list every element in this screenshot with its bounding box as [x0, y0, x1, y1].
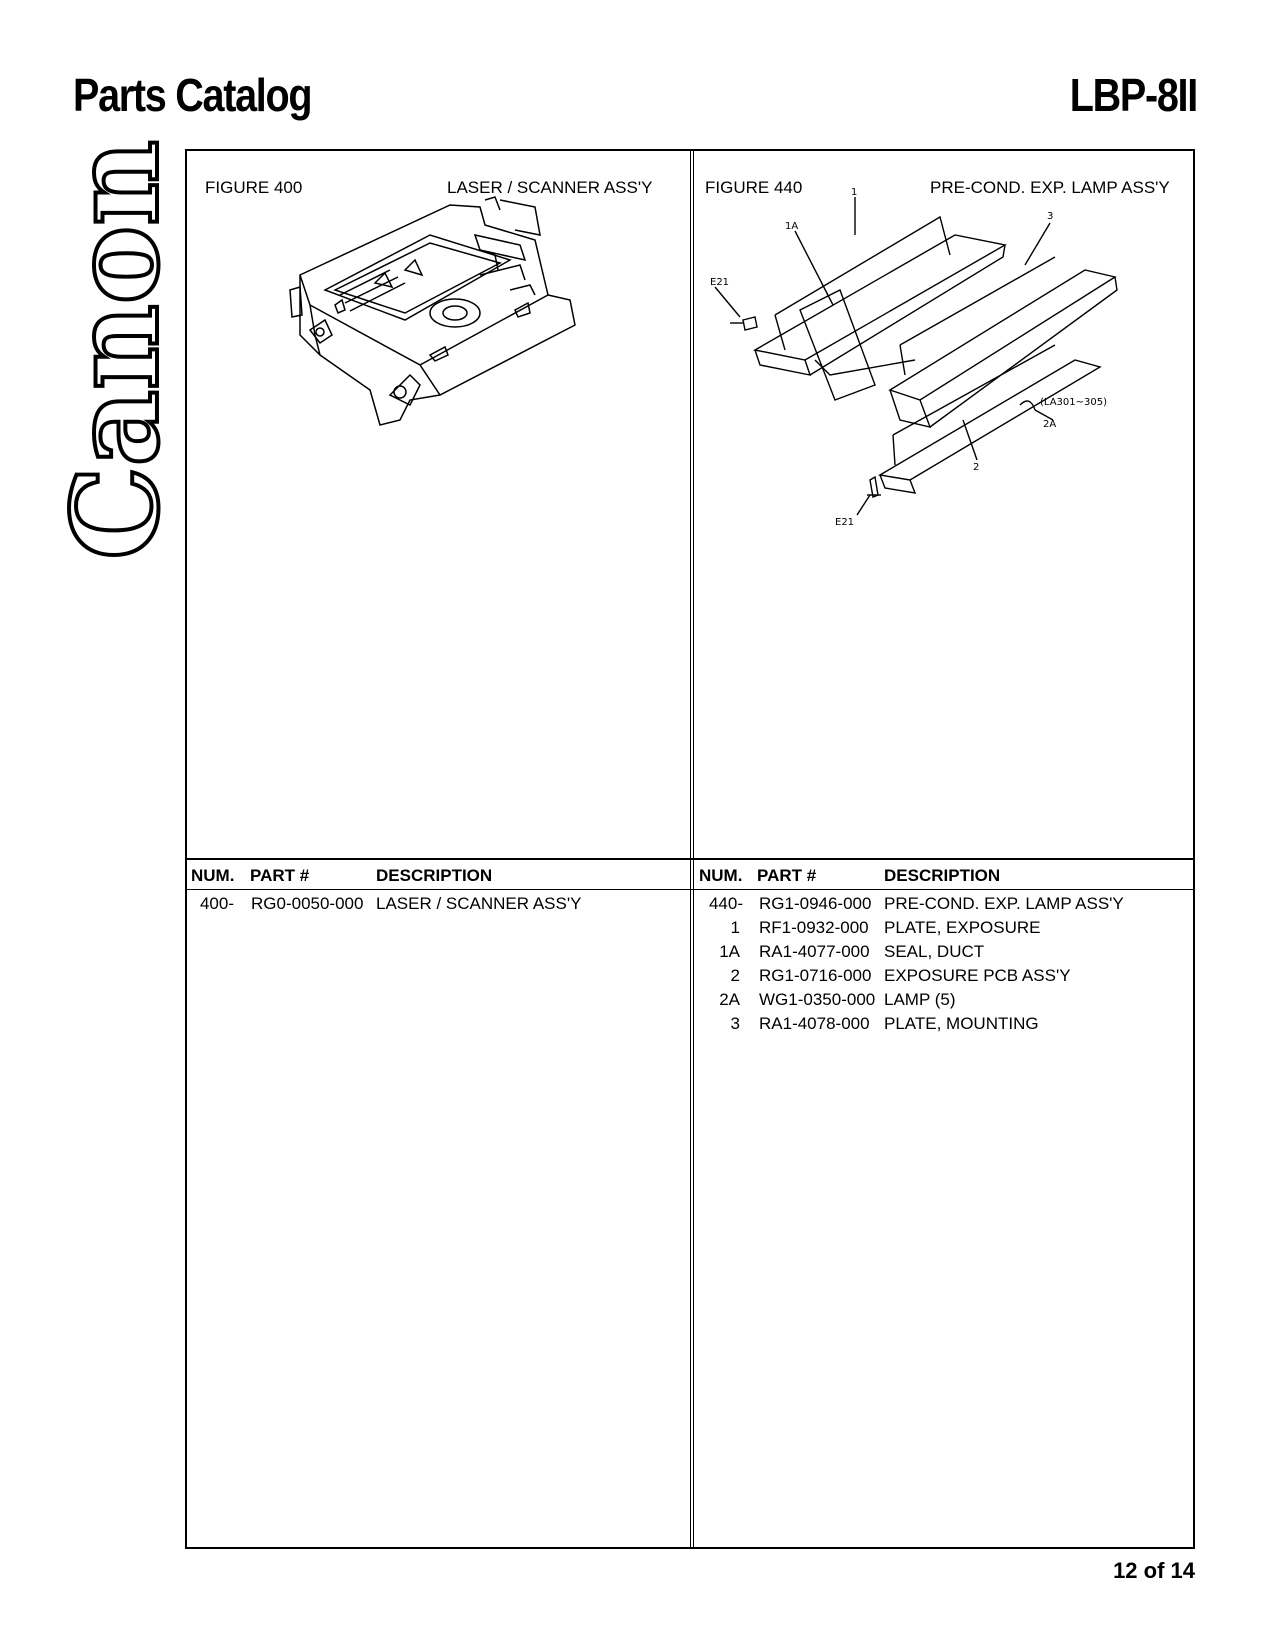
right-col-part-header: PART #: [757, 866, 817, 885]
left-col-num-header: NUM.: [191, 866, 235, 885]
callout-la301: (LA301~305): [1040, 397, 1107, 408]
left-col-part-header: PART #: [250, 866, 310, 885]
row-description: LAMP (5): [884, 990, 956, 1009]
table-top-rule: [185, 858, 1195, 860]
column-divider: [690, 149, 694, 1549]
row-part-number: RA1-4078-000: [759, 1014, 870, 1033]
figure-400-number: FIGURE 400: [205, 178, 303, 197]
row-num: 1: [730, 918, 740, 937]
svg-text:Canon: Canon: [46, 139, 185, 560]
row-description: PRE-COND. EXP. LAMP ASS'Y: [884, 894, 1124, 913]
callout-3: 3: [1047, 211, 1054, 222]
row-part-number: RG0-0050-000: [251, 894, 364, 913]
row-num: 400-: [199, 894, 234, 913]
row-description: LASER / SCANNER ASS'Y: [376, 894, 582, 913]
callout-2a: 2A: [1043, 419, 1057, 430]
callout-e21-top: E21: [710, 277, 730, 288]
callout-1: 1: [851, 187, 858, 198]
lamp-assembly-illustration: [710, 187, 1145, 560]
row-num: 2: [730, 966, 740, 985]
row-num: 440-: [708, 894, 743, 913]
right-col-desc-header: DESCRIPTION: [884, 866, 1001, 885]
figure-440-name: PRE-COND. EXP. LAMP ASS'Y: [930, 178, 1170, 197]
table-header-rule: [185, 889, 1195, 890]
model-name: LBP-8II: [1069, 69, 1197, 121]
row-num: 3: [730, 1014, 740, 1033]
row-part-number: RG1-0946-000: [759, 894, 872, 913]
row-part-number: WG1-0350-000: [759, 990, 876, 1009]
row-part-number: RG1-0716-000: [759, 966, 872, 985]
laser-scanner-illustration: [280, 195, 600, 435]
row-description: SEAL, DUCT: [884, 942, 985, 961]
row-part-number: RA1-4077-000: [759, 942, 870, 961]
left-col-desc-header: DESCRIPTION: [376, 866, 493, 885]
canon-logo: [46, 130, 185, 560]
figure-400-name: LASER / SCANNER ASS'Y: [447, 178, 653, 197]
callout-e21-bottom: E21: [835, 517, 855, 528]
row-description: PLATE, MOUNTING: [884, 1014, 1039, 1033]
callout-2: 2: [973, 462, 980, 473]
row-num: 2A: [719, 990, 740, 1009]
row-description: EXPOSURE PCB ASS'Y: [884, 966, 1071, 985]
row-description: PLATE, EXPOSURE: [884, 918, 1041, 937]
row-part-number: RF1-0932-000: [759, 918, 869, 937]
figure-440-number: FIGURE 440: [705, 178, 803, 197]
row-num: 1A: [719, 942, 740, 961]
callout-1a: 1A: [785, 221, 799, 232]
right-col-num-header: NUM.: [699, 866, 743, 885]
page-number: 12 of 14: [1113, 1558, 1195, 1583]
page-title: Parts Catalog: [73, 69, 312, 121]
